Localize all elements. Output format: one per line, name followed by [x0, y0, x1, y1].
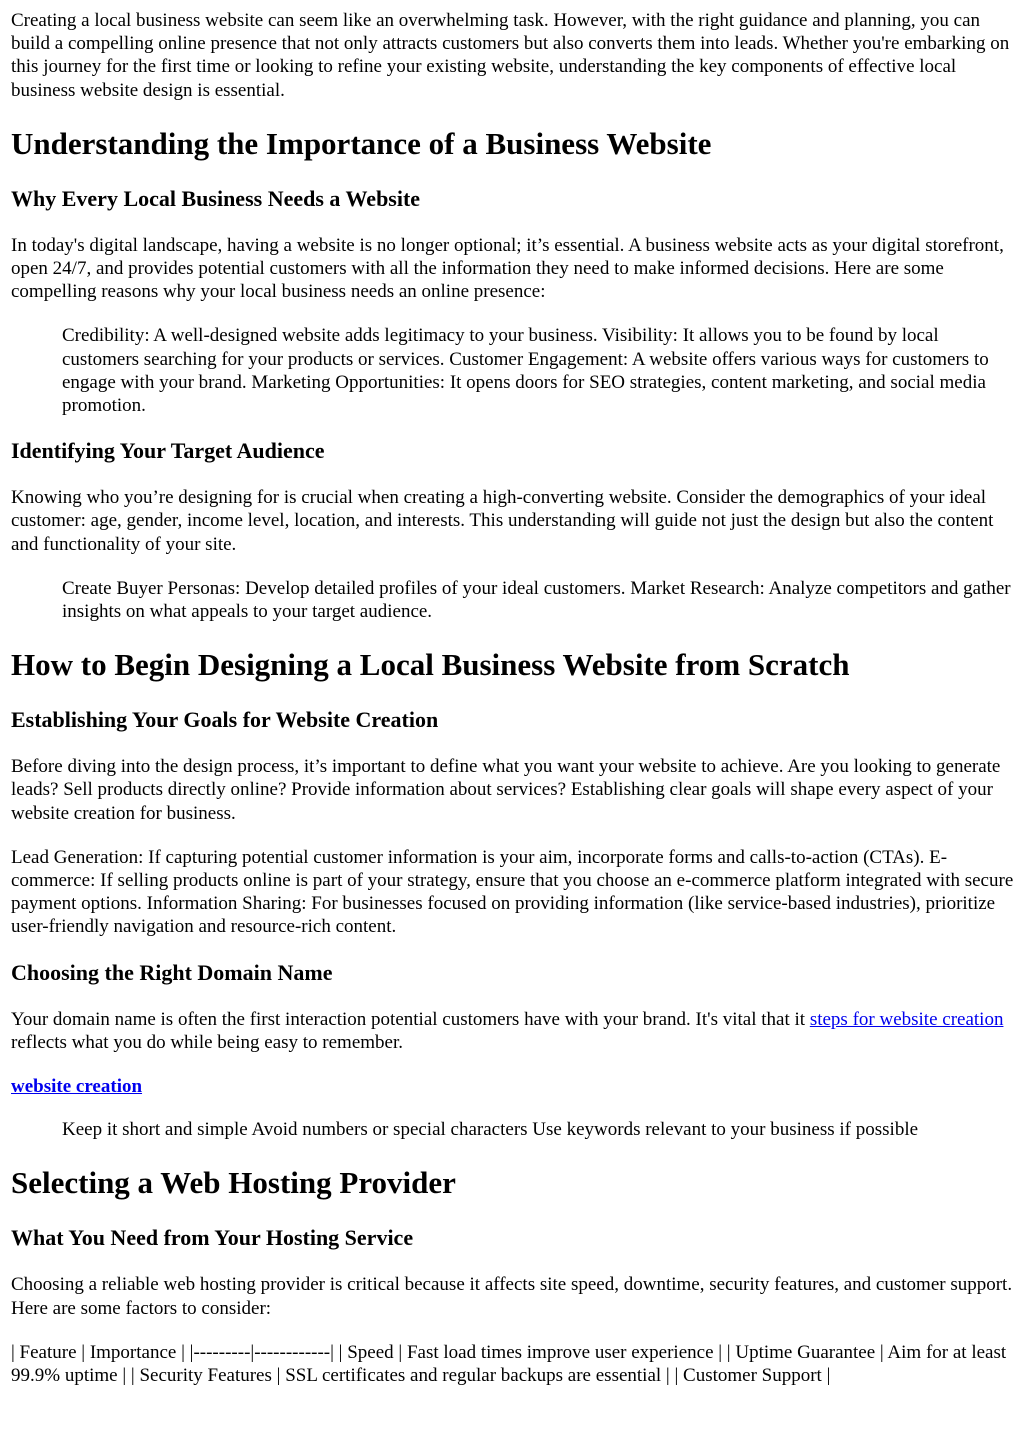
paragraph-why-website: In today's digital landscape, having a website is no longer optional; it’s essential. A business website acts as your digital storefront, open 24/7, and provides potential customers with all the information they need to make informed decisions. Here are some compelling reasons why your local business needs an online presence:: [11, 234, 1004, 303]
blockquote-domain-tips: Keep it short and simple Avoid numbers or special characters Use keywords relevant to your business if possible: [62, 1119, 919, 1141]
subheading-hosting-needs: What You Need from Your Hosting Service: [11, 1225, 414, 1251]
paragraph-target-audience: Knowing who you’re designing for is crucial when creating a high-converting website. Consider the demographics of your ideal customer: age, gender, income level, location, and interests. This understanding will guide not just the design but also the content and functionality of your site.: [11, 487, 994, 555]
paragraph-goals: Before diving into the design process, it’s important to define what you want your website to achieve. Are you looking to generate leads? Sell products directly online? Provide information about services? Establishing clear goals will shape every aspect of your website creation for business.: [11, 756, 1001, 824]
subheading-target-audience: Identifying Your Target Audience: [11, 438, 325, 464]
blockquote-personas: Create Buyer Personas: Develop detailed profiles of your ideal customers. Market Research: Analyze competitors and gather insights on what appeals to your target audience.: [62, 577, 1011, 623]
subheading-domain-name: Choosing the Right Domain Name: [11, 959, 333, 985]
section-heading-importance: Understanding the Importance of a Business Website: [11, 125, 712, 161]
steps-for-website-creation-link[interactable]: steps for website creation: [809, 1008, 1004, 1030]
subheading-why-website: Why Every Local Business Needs a Website: [11, 185, 421, 211]
website-creation-link[interactable]: website creation: [11, 1076, 143, 1098]
subheading-goals: Establishing Your Goals for Website Creation: [11, 707, 439, 733]
section-heading-hosting: Selecting a Web Hosting Provider: [11, 1165, 456, 1201]
website-creation-paragraph: [11, 1075, 1014, 1098]
intro-paragraph: Creating a local business website can seem like an overwhelming task. However, with the right guidance and planning, you can build a compelling online presence that not only attracts customers but also converts them into leads. Whether you're embarking on this journey for the first time or looking to refine your existing website, understanding the key components of effective local business website design is essential.: [11, 10, 1010, 101]
domain-text-after: reflects what you do while being easy to remember.: [11, 1031, 404, 1053]
blockquote-reasons: Credibility: A well-designed website adds legitimacy to your business. Visibility: It allows you to be found by local customers searching for your products or services. Customer Engagement: A website offers various ways for customers to engage with your brand. Marketing Opportunities: It opens doors for SEO strategies, content marketing, and social media promotion.: [62, 325, 989, 417]
domain-text-before: Your domain name is often the first interaction potential customers have with your brand. It's vital that it: [11, 1008, 810, 1030]
paragraph-hosting-needs: Choosing a reliable web hosting provider is critical because it affects site speed, downtime, security features, and customer support. Here are some factors to consider:: [11, 1274, 1013, 1319]
paragraph-goal-types: Lead Generation: If capturing potential customer information is your aim, incorporate forms and calls-to-action (CTAs). E-commerce: If selling products online is part of your strategy, ensure that you choose an e-commerce platform integrated with secure payment options. Information Sharing: For businesses focused on providing information (like service-based industries), prioritize user-friendly navigation and resource-rich content.: [11, 846, 1014, 938]
paragraph-domain-name: [11, 1008, 1014, 1054]
section-heading-designing: How to Begin Designing a Local Business Website from Scratch: [11, 647, 850, 683]
paragraph-hosting-table: | Feature | Importance | |---------|------------| | Speed | Fast load times improve user experience | | Uptime Guarantee | Aim for at least 99.9% uptime | | Security Features | SSL certificates and regular backups are essential | | Customer Support |: [11, 1341, 1007, 1387]
